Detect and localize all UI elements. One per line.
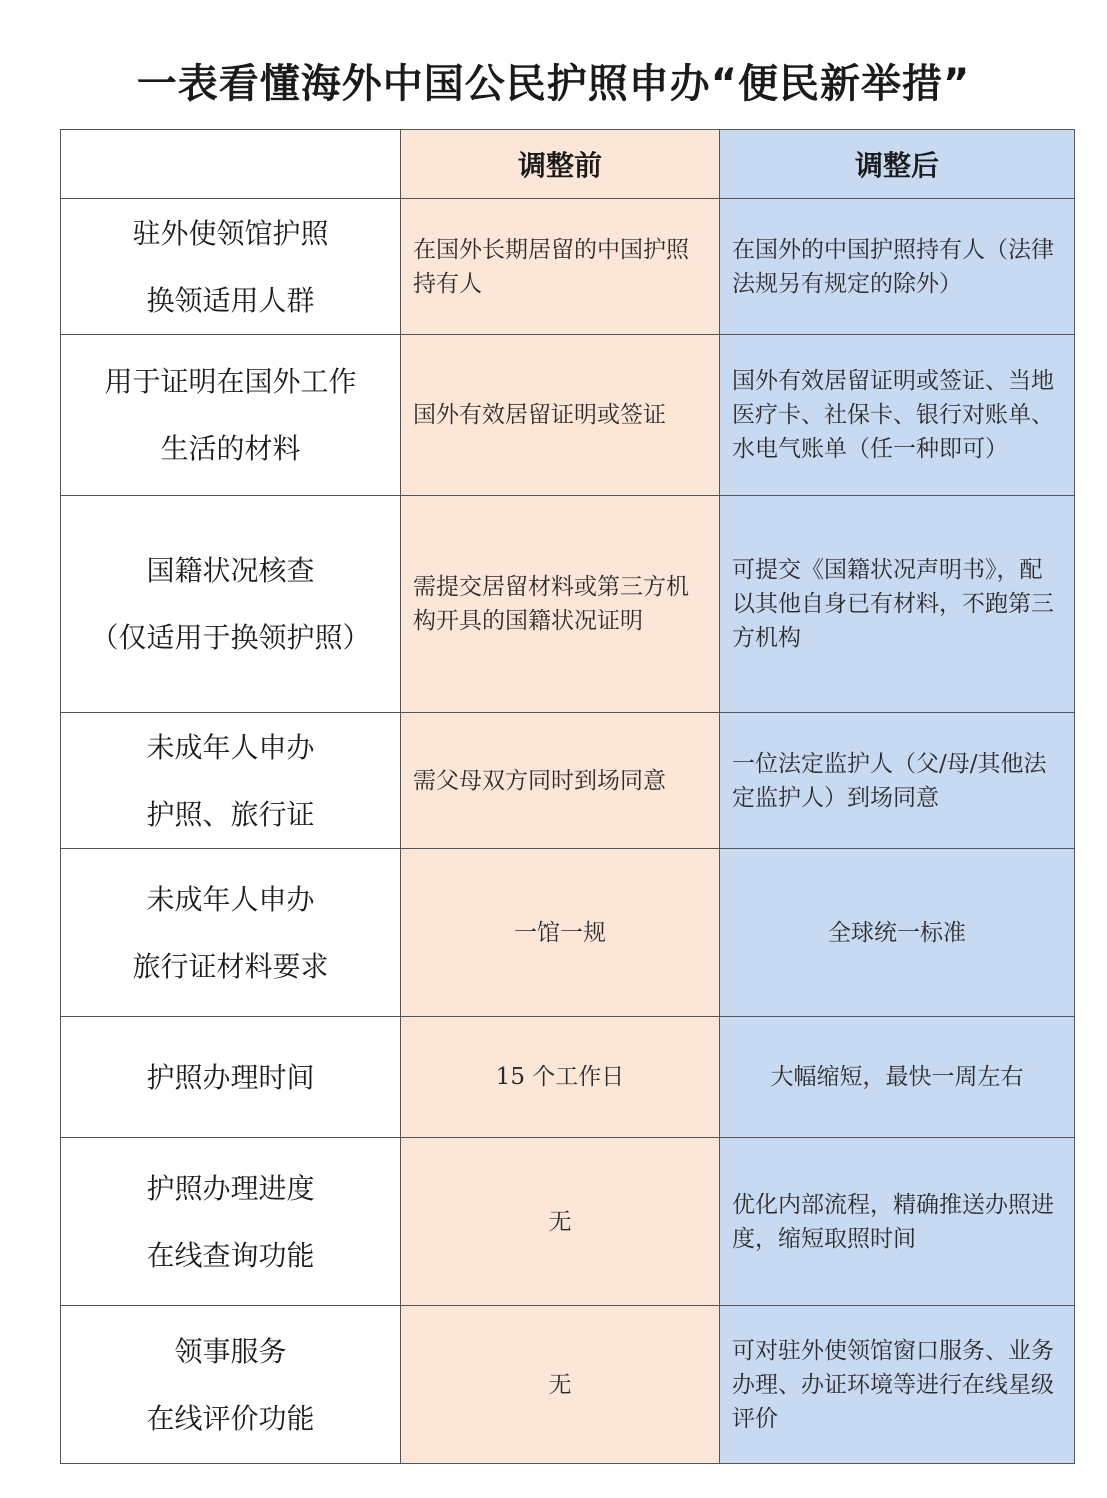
before-cell: 一馆一规	[401, 849, 720, 1017]
row-label	[61, 496, 401, 713]
row-label	[61, 713, 401, 849]
table-row	[61, 199, 1075, 335]
row-label	[61, 1306, 401, 1464]
row-label-line: 未成年人申办	[146, 882, 315, 916]
header-label-cell	[61, 130, 401, 199]
table-header-row	[61, 130, 1075, 199]
row-label	[61, 849, 401, 1017]
before-cell: 无	[401, 1306, 720, 1464]
row-label-line: 驻外使领馆护照	[132, 216, 329, 250]
after-cell: 国外有效居留证明或签证、当地医疗卡、社保卡、银行对账单、水电气账单（任一种即可）	[720, 335, 1075, 496]
row-label-line: （仅适用于换领护照）	[90, 621, 371, 654]
table-row	[61, 713, 1075, 849]
row-label-line: 国籍状况核查	[146, 554, 315, 587]
after-cell: 一位法定监护人（父/母/其他法定监护人）到场同意	[720, 713, 1075, 849]
table-row	[61, 1017, 1075, 1138]
table-row	[61, 1138, 1075, 1306]
row-label-line: 领事服务	[174, 1334, 287, 1368]
row-label-line: 未成年人申办	[146, 730, 315, 764]
comparison-table	[60, 129, 1075, 1464]
row-label-line: 在线评价功能	[146, 1401, 315, 1435]
row-label-line: 在线查询功能	[146, 1238, 315, 1272]
row-label-line: 护照、旅行证	[146, 797, 315, 831]
row-label	[61, 1017, 401, 1138]
row-label-line: 护照办理时间	[146, 1060, 315, 1094]
header-after: 调整后	[720, 130, 1075, 199]
before-cell: 国外有效居留证明或签证	[401, 335, 720, 496]
before-cell: 15 个工作日	[401, 1017, 720, 1138]
after-cell: 可提交《国籍状况声明书》，配以其他自身已有材料，不跑第三方机构	[720, 496, 1075, 713]
after-cell: 大幅缩短，最快一周左右	[720, 1017, 1075, 1138]
row-label	[61, 335, 401, 496]
row-label-line: 护照办理进度	[146, 1171, 315, 1205]
before-cell: 在国外长期居留的中国护照持有人	[401, 199, 720, 335]
row-label-line: 用于证明在国外工作	[104, 365, 357, 398]
header-before: 调整前	[401, 130, 720, 199]
after-cell: 优化内部流程，精确推送办照进度，缩短取照时间	[720, 1138, 1075, 1306]
after-cell: 在国外的中国护照持有人（法律法规另有规定的除外）	[720, 199, 1075, 335]
row-label	[61, 199, 401, 335]
table-row	[61, 496, 1075, 713]
row-label-line: 生活的材料	[160, 432, 301, 465]
after-cell: 可对驻外使领馆窗口服务、业务办理、办证环境等进行在线星级评价	[720, 1306, 1075, 1464]
row-label-line: 旅行证材料要求	[132, 949, 329, 983]
table-row	[61, 1306, 1075, 1464]
row-label	[61, 1138, 401, 1306]
before-cell: 无	[401, 1138, 720, 1306]
before-cell: 需父母双方同时到场同意	[401, 713, 720, 849]
table-row	[61, 849, 1075, 1017]
before-cell: 需提交居留材料或第三方机构开具的国籍状况证明	[401, 496, 720, 713]
page-title: 一表看懂海外中国公民护照申办“便民新举措”	[136, 61, 971, 107]
table-row	[61, 335, 1075, 496]
row-label-line: 换领适用人群	[146, 283, 315, 317]
after-cell: 全球统一标准	[720, 849, 1075, 1017]
